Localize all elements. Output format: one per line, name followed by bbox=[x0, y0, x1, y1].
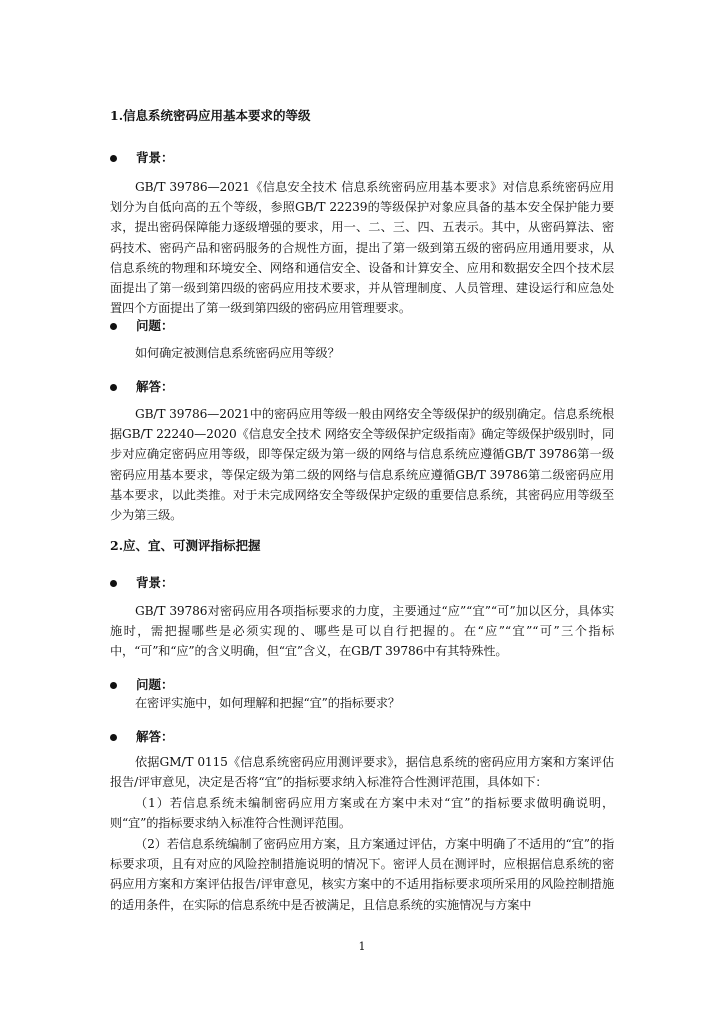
section-2-answer-paragraph-2: （1）若信息系统未编制密码应用方案或在方案中未对“宜”的指标要求做明确说明，则“宜”的指标要求纳入标准符合性测评范围。 bbox=[110, 796, 614, 831]
section-1-question-label: 问题： bbox=[136, 318, 174, 333]
bullet-dot-icon bbox=[110, 682, 117, 689]
section-2-question-text: 在密评实施中，如何理解和把握“宜”的指标要求？ bbox=[135, 696, 400, 710]
section-2-answer-paragraph-3: （2）若信息系统编制了密码应用方案，且方案通过评估，方案中明确了不适用的“宜”的指标要求项，且有对应的风险控制措施说明的情况下。密评人员在测评时，应根据信息系统的密码应用方案和方案评估报告/评审意见，核实方案中的不适用指标要求项所采用的风险控制措施的适用条件，在实际的信息系统中是否被满足，且信息系统的实施情况与方案中 bbox=[110, 837, 614, 912]
page-number: 1 bbox=[358, 940, 366, 953]
section-1-title: 1.信息系统密码应用基本要求的等级 bbox=[110, 108, 311, 123]
section-1-background-label: 背景： bbox=[136, 150, 174, 165]
section-1-background-bullet bbox=[110, 150, 174, 166]
section-1-answer-label: 解答： bbox=[136, 379, 174, 394]
section-1-question-bullet bbox=[110, 318, 174, 334]
section-1-answer-text: GB/T 39786—2021中的密码应用等级一般由网络安全等级保护的级别确定。信息系统根据GB/T 22240—2020《信息安全技术 网络安全等级保护定级指南》确定等级保护级别时，同步对应确定密码应用等级，即等保定级为第一级的网络与信息系统应遵循GB/T 39786第一级密码应用基本要求，等保定级为第二级的网络与信息系统应遵循GB/T 39786第二级密码应用基本要求，以此类推。对于未完成网络安全等级保护定级的重要信息系统，其密码应用等级至少为第三级。 bbox=[110, 407, 614, 523]
section-2-question-bullet bbox=[110, 677, 174, 693]
section-1-question-text: 如何确定被测信息系统密码应用等级？ bbox=[135, 346, 340, 360]
bullet-dot-icon bbox=[110, 323, 117, 330]
section-2-background-label: 背景： bbox=[136, 575, 174, 590]
section-2-background-bullet bbox=[110, 575, 174, 591]
bullet-dot-icon bbox=[110, 580, 117, 587]
bullet-dot-icon bbox=[110, 734, 117, 741]
section-1-answer-bullet bbox=[110, 379, 174, 395]
bullet-dot-icon bbox=[110, 155, 117, 162]
section-2-answer-label: 解答： bbox=[136, 729, 174, 744]
section-2-background-text: GB/T 39786对密码应用各项指标要求的力度，主要通过“应”“宜”“可”加以区分，具体实施时，需把握哪些是必须实现的、哪些是可以自行把握的。在“应”“宜”“可”三个指标中，“可”和“应”的含义明确，但“宜”含义，在GB/T 39786中有其特殊性。 bbox=[110, 604, 614, 659]
section-2-answer-bullet bbox=[110, 729, 174, 745]
section-2-question-label: 问题： bbox=[136, 677, 174, 692]
section-1-background-text: GB/T 39786—2021《信息安全技术 信息系统密码应用基本要求》对信息系统密码应用划分为自低向高的五个等级，参照GB/T 22239的等级保护对象应具备的基本安全保护能力要求，提出密码保障能力逐级增强的要求，用一、二、三、四、五表示。其中，从密码算法、密码技术、密码产品和密码服务的合规性方面，提出了第一级到第五级的密码应用通用要求，从信息系统的物理和环境安全、网络和通信安全、设备和计算安全、应用和数据安全四个技术层面提出了第一级到第四级的密码应用技术要求，并从管理制度、人员管理、建设运行和应急处置四个方面提出了第一级到第四级的密码应用管理要求。 bbox=[110, 180, 614, 316]
bullet-dot-icon bbox=[110, 384, 117, 391]
section-2-title: 2.应、宜、可测评指标把握 bbox=[110, 538, 261, 553]
section-2-answer-paragraph-1: 依据GM/T 0115《信息系统密码应用测评要求》，据信息系统的密码应用方案和方案评估报告/评审意见，决定是否将“宜”的指标要求纳入标准符合性测评范围，具体如下： bbox=[110, 755, 614, 790]
